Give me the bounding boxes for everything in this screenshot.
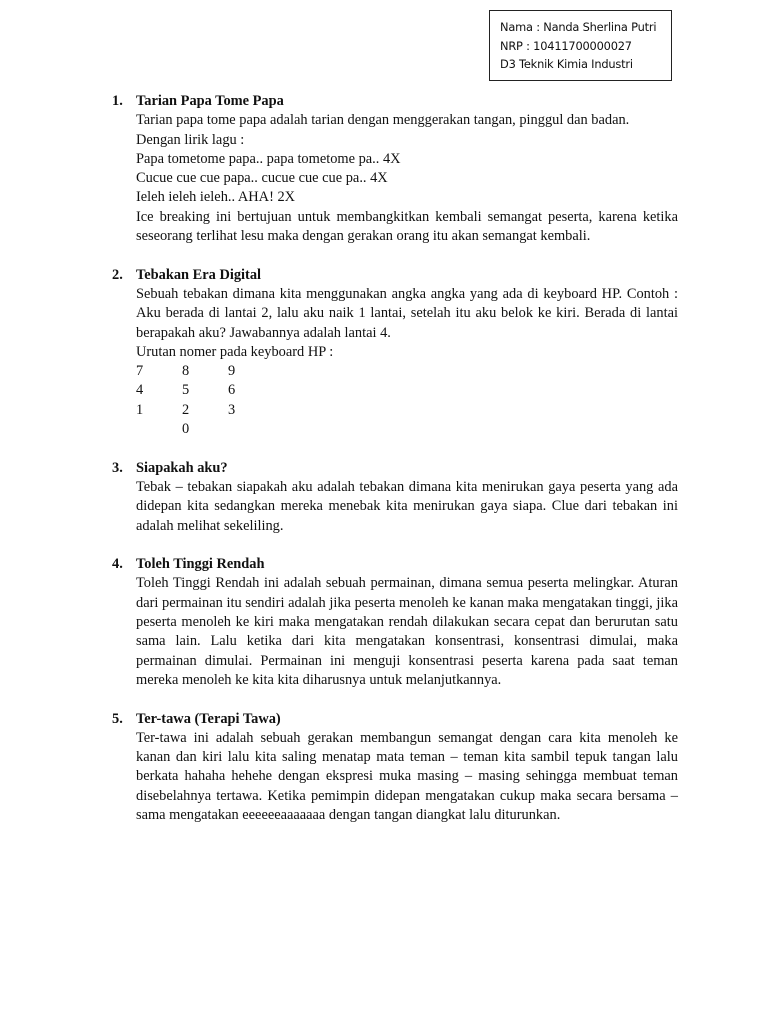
section-2-heading xyxy=(112,266,678,285)
paragraph: Tebak – tebakan siapakah aku adalah tebakan dimana kita menirukan gaya peserta yang ada didepan kita sedangkan mereka menebak kita menirukan gaya siapa. Clue dari tebakan ini adalah melihat sekeliling. xyxy=(136,478,678,534)
paragraph: Dengan lirik lagu : xyxy=(136,131,245,148)
paragraph: Ice breaking ini bertujuan untuk membangkitkan kembali semangat peserta, karena ketika seseorang terlihat lesu maka dengan gerakan orang itu akan semangat kembali. xyxy=(136,208,678,245)
section-2-body xyxy=(136,285,678,439)
keypad-key: 5 xyxy=(182,382,190,399)
paragraph: Ter-tawa ini adalah sebuah gerakan membangun semangat dengan cara kita menoleh ke kanan dan kiri lalu kita saling menatap mata teman – teman kita sambil tepuk tangan lalu berkata hahaha hehehe dengan ekspresi muka masing – masing sehingga membuat teman disebelahnya tertawa. Ketika pemimpin didepan mengatakan cukup maka secara bersama – sama mengatakan eeeeeeaaaaaaa dengan tangan diangkat lalu diturunkan. xyxy=(136,729,678,823)
section-3-heading xyxy=(112,459,678,478)
keypad-key: 8 xyxy=(182,363,190,380)
student-info-box xyxy=(489,10,672,81)
section-4-heading xyxy=(112,555,678,574)
section-5-heading xyxy=(112,710,678,729)
section-1-body xyxy=(136,111,678,246)
lyric-line: Ieleh ieleh ieleh.. AHA! 2X xyxy=(136,189,296,206)
section-1 xyxy=(112,92,678,246)
section-4-body xyxy=(136,574,678,690)
paragraph: Toleh Tinggi Rendah ini adalah sebuah permainan, dimana semua peserta melingkar. Aturan dari permainan itu sendiri adalah jika peserta menoleh ke kanan maka mengatakan tinggi, jika peserta menoleh ke kiri maka mengatakan rendah dilakukan secara cepat dan berurutan satu sama lain. Lalu ketika dari kita mengatakan konsentrasi, konsentrasi dimulai, maka permainan dimulai. Permainan ini menguji konsentrasi peserta karena pada saat teman mereka menoleh ke kita kita diharusnya untuk melanjutkannya. xyxy=(136,575,678,688)
student-program: D3 Teknik Kimia Industri xyxy=(500,57,633,71)
section-5-number: 5. xyxy=(112,710,123,727)
keypad-key: 9 xyxy=(228,363,236,380)
keypad-key: 1 xyxy=(136,401,144,418)
section-4-number: 4. xyxy=(112,556,123,573)
keypad-key xyxy=(136,420,182,439)
section-4 xyxy=(112,555,678,690)
paragraph: Urutan nomer pada keyboard HP : xyxy=(136,343,334,360)
section-2 xyxy=(112,266,678,440)
keypad-key xyxy=(228,420,274,439)
lyric-line: Papa tometome papa.. papa tometome pa.. 4X xyxy=(136,150,401,167)
section-2-title: Tebakan Era Digital xyxy=(136,266,262,283)
document-body xyxy=(112,92,678,845)
section-5-body xyxy=(136,729,678,825)
keypad-key: 2 xyxy=(182,401,190,418)
keypad-key: 3 xyxy=(228,401,236,418)
student-nrp: NRP : 10411700000027 xyxy=(500,38,632,53)
section-3-title: Siapakah aku? xyxy=(136,459,228,476)
paragraph: Sebuah tebakan dimana kita menggunakan angka angka yang ada di keyboard HP. Contoh : Aku berada di lantai 2, lalu aku naik 1 lantai, setelah itu aku belok ke kiri. Berada di lantai berapakah aku? Jawabannya adalah lantai 4. xyxy=(136,285,678,341)
keypad-key: 0 xyxy=(182,421,190,438)
lyric-line: Cucue cue cue papa.. cucue cue cue pa.. 4X xyxy=(136,170,388,187)
keypad-key: 4 xyxy=(136,382,144,399)
section-5-title: Ter-tawa (Terapi Tawa) xyxy=(136,710,281,727)
section-3-number: 3. xyxy=(112,459,123,476)
section-4-title: Toleh Tinggi Rendah xyxy=(136,556,265,573)
section-1-heading xyxy=(112,92,678,111)
section-2-number: 2. xyxy=(112,266,123,283)
section-1-number: 1. xyxy=(112,93,123,109)
paragraph: Tarian papa tome papa adalah tarian dengan menggerakan tangan, pinggul dan badan. xyxy=(136,112,630,129)
keypad-key: 6 xyxy=(228,382,236,399)
student-name: Nama : Nanda Sherlina Putri xyxy=(500,20,657,34)
keypad-key: 7 xyxy=(136,363,144,380)
section-1-title: Tarian Papa Tome Papa xyxy=(136,93,284,109)
section-3-body xyxy=(136,478,678,536)
section-3 xyxy=(112,459,678,536)
section-5 xyxy=(112,710,678,826)
keypad-grid xyxy=(136,362,678,439)
